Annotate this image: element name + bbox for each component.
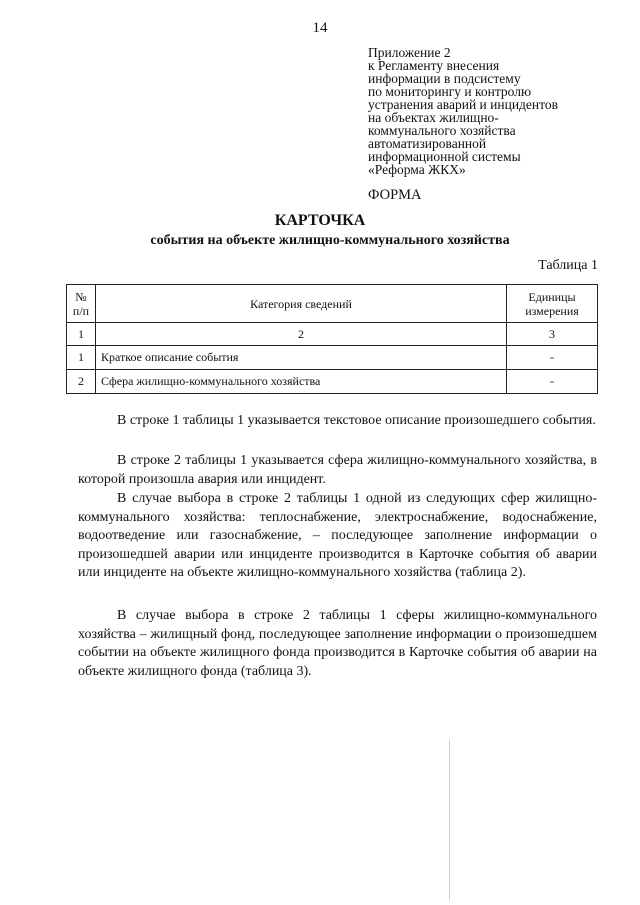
table-header-row <box>67 285 598 323</box>
header-unit: Единицы измерения <box>507 285 598 323</box>
form-label: ФОРМА <box>368 187 422 203</box>
row-unit: - <box>507 370 598 394</box>
page-number: 14 <box>312 20 328 36</box>
event-card-table <box>66 284 598 394</box>
table-row <box>67 370 598 394</box>
header-category: Категория сведений <box>96 285 507 323</box>
appendix-line: автоматизированной <box>368 136 487 151</box>
row-category: Сфера жилищно-коммунального хозяйства <box>96 370 507 394</box>
faint-scan-line <box>449 740 450 900</box>
row-number: 2 <box>67 370 96 394</box>
column-number: 1 <box>67 323 96 346</box>
row-number: 1 <box>67 346 96 370</box>
row-category: Краткое описание события <box>96 346 507 370</box>
appendix-line: по мониторингу и контролю <box>368 84 532 99</box>
appendix-line: «Реформа ЖКХ» <box>368 162 466 177</box>
appendix-line: коммунального хозяйства <box>368 123 516 138</box>
appendix-line: устранения аварий и инцидентов <box>368 97 558 112</box>
paragraph: В строке 2 таблицы 1 указывается сфера жилищно-коммунального хозяйства, в которой произошла авария или инцидент. <box>78 453 597 487</box>
appendix-line: информации в подсистему <box>368 71 521 86</box>
paragraph: В случае выбора в строке 2 таблицы 1 сферы жилищно-коммунального хозяйства – жилищный фонд, последующее заполнение информации о произошедшем событии на объекте жилищного фонда производится в Карточке события об аварии на объекте жилищного фонда (таблица 3). <box>78 608 597 679</box>
appendix-block <box>368 46 628 176</box>
card-title: КАРТОЧКА <box>274 212 366 229</box>
card-subtitle: события на объекте жилищно-коммунального хозяйства <box>150 233 510 248</box>
appendix-line: Приложение 2 <box>368 45 451 60</box>
column-number: 3 <box>507 323 598 346</box>
paragraph: В строке 1 таблицы 1 указывается текстовое описание произошедшего события. <box>117 413 596 428</box>
table-row <box>67 346 598 370</box>
column-number-row <box>67 323 598 346</box>
appendix-line: к Регламенту внесения <box>368 58 500 73</box>
appendix-line: на объектах жилищно- <box>368 110 499 125</box>
paragraph: В случае выбора в строке 2 таблицы 1 одной из следующих сфер жилищно-коммунального хозяйства: теплоснабжение, электроснабжение, водоснабжение, водоотведение или газоснабжение, – последующее заполнение информации о произошедшей аварии или инциденте производится в Карточке события об аварии или инциденте на объекте жилищно-коммунального хозяйства (таблица 2). <box>78 491 597 580</box>
row-unit: - <box>507 346 598 370</box>
table-caption: Таблица 1 <box>538 258 598 273</box>
column-number: 2 <box>96 323 507 346</box>
appendix-line: информационной системы <box>368 149 521 164</box>
header-number: № п/п <box>67 285 96 323</box>
